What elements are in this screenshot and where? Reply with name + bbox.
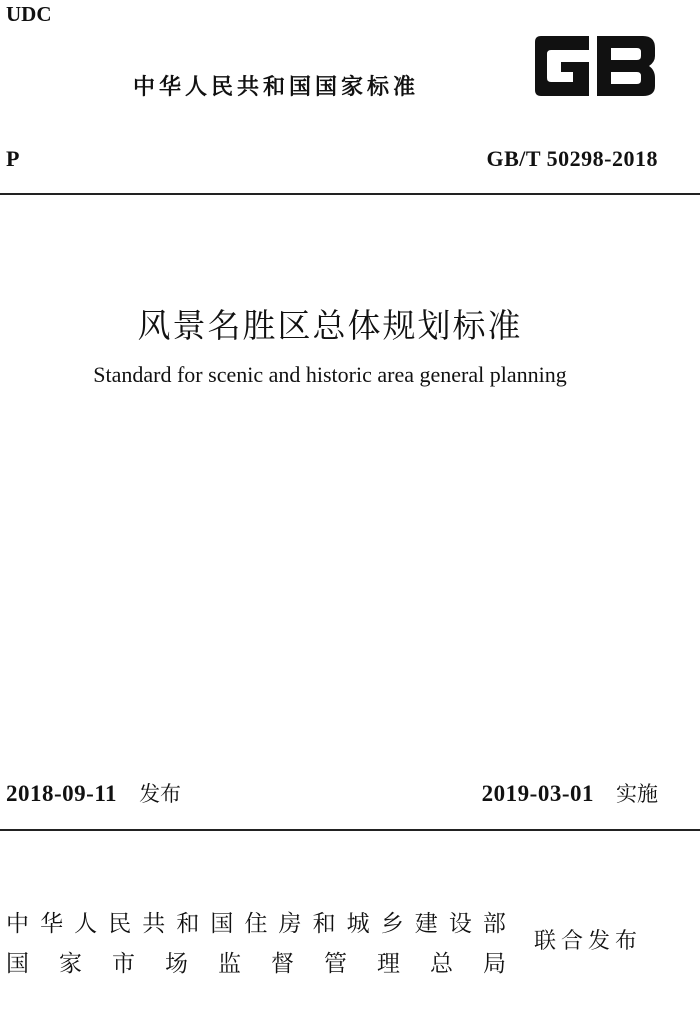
gb-logo-icon — [527, 32, 659, 100]
publisher-char: 场 — [165, 951, 188, 977]
category-code: P — [6, 146, 20, 171]
publisher-char: 国 — [6, 951, 29, 977]
title-english: Standard for scenic and historic area general planning — [93, 362, 567, 387]
publisher-char: 监 — [218, 951, 241, 977]
joint-issue-label: 联合发布 — [534, 929, 643, 954]
publisher-char: 共 — [142, 911, 166, 937]
publisher-char: 理 — [377, 951, 400, 977]
publisher-char: 华 — [40, 911, 64, 937]
publisher-char: 市 — [112, 951, 135, 977]
publisher-line-2 — [6, 945, 506, 978]
title-chinese: 风景名胜区总体规划标准 — [137, 306, 523, 345]
publisher-char: 和 — [176, 911, 200, 937]
publisher-line-1 — [6, 905, 506, 938]
publisher-char: 和 — [312, 911, 336, 937]
bottom-divider — [0, 829, 700, 831]
publisher-char: 设 — [448, 911, 472, 937]
standard-code: GB/T 50298-2018 — [486, 146, 658, 171]
publisher-char: 总 — [430, 951, 453, 977]
issue-info — [6, 778, 181, 808]
publisher-char: 国 — [210, 911, 234, 937]
publisher-char: 住 — [244, 911, 268, 937]
publisher-char: 城 — [346, 911, 370, 937]
issue-label: 发布 — [139, 782, 182, 806]
implement-info — [482, 778, 658, 808]
publisher-char: 中 — [6, 911, 29, 937]
national-standard-title: 中华人民共和国国家标准 — [133, 75, 420, 100]
publisher-char: 部 — [482, 911, 506, 937]
publisher-char: 民 — [108, 911, 132, 937]
publisher-char: 管 — [324, 951, 347, 977]
publisher-char: 房 — [278, 911, 302, 937]
publisher-char: 局 — [483, 951, 506, 977]
top-divider — [0, 193, 700, 195]
publisher-char: 家 — [59, 951, 82, 977]
implement-date: 2019-03-01 — [481, 781, 594, 806]
publisher-char: 督 — [271, 951, 294, 977]
udc-label: UDC — [6, 2, 52, 26]
issue-date: 2018-09-11 — [6, 781, 118, 806]
publisher-char: 乡 — [380, 911, 404, 937]
publisher-char: 人 — [74, 911, 98, 937]
implement-label: 实施 — [616, 782, 658, 806]
publisher-char: 建 — [414, 911, 438, 937]
